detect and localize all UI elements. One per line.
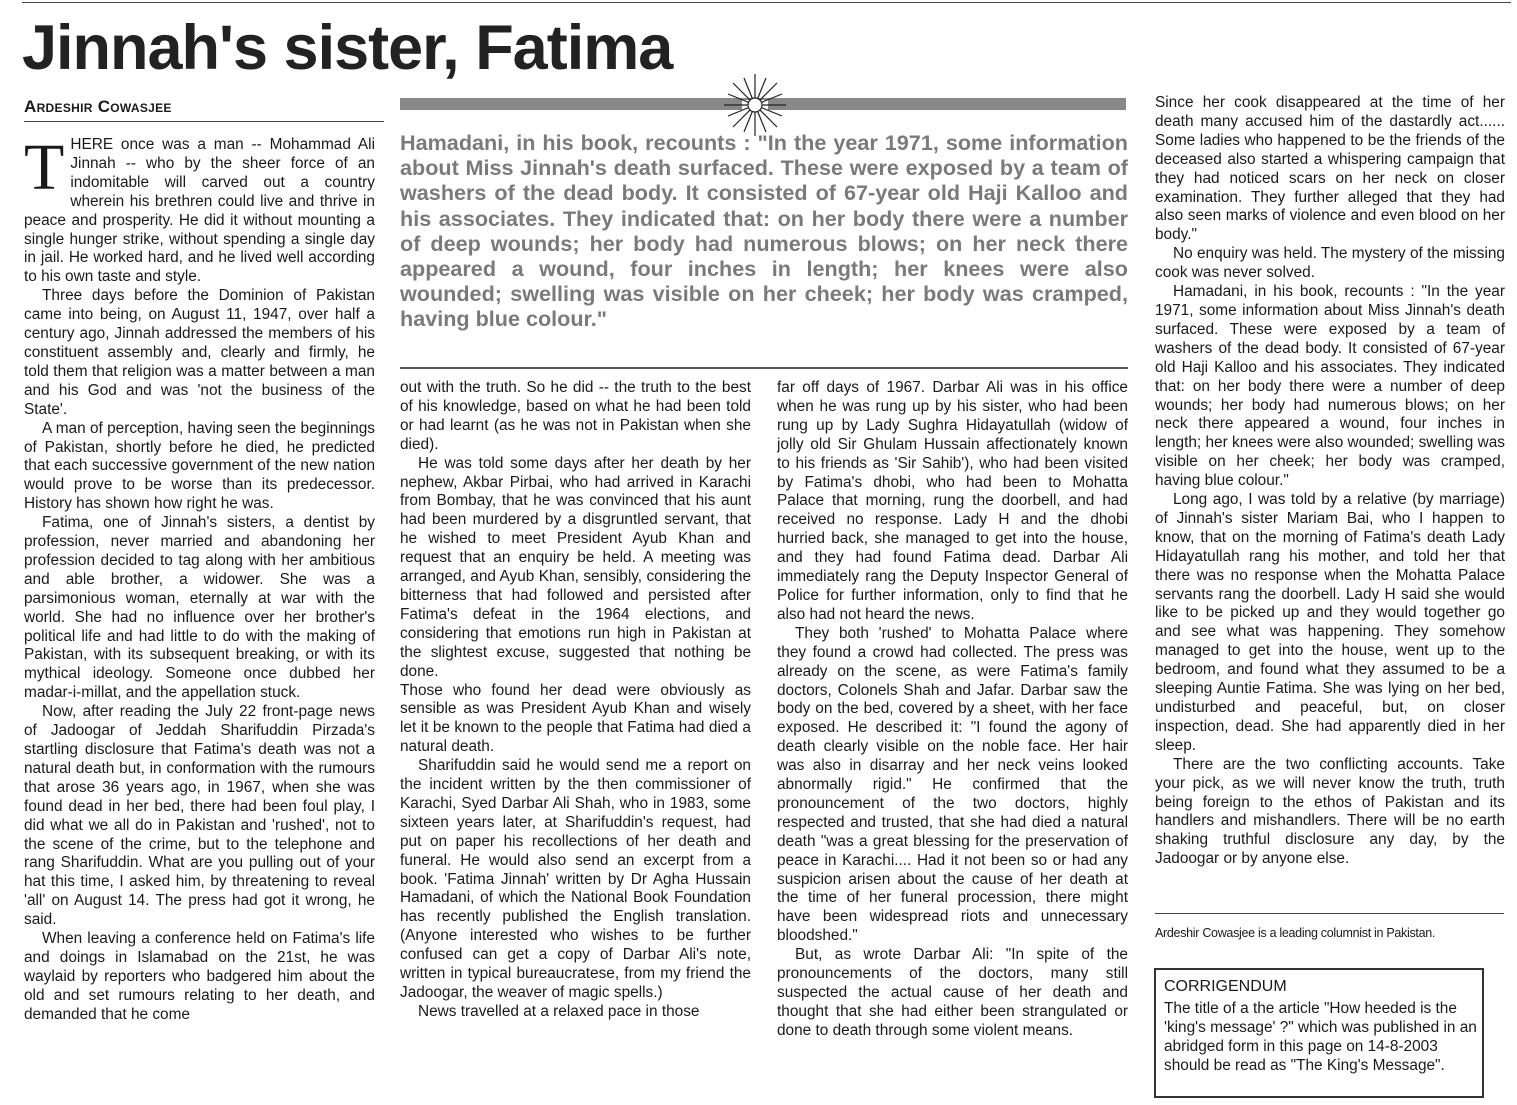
paragraph: far off days of 1967. Darbar Ali was in his office when he was rung up by his sister, who had been rung up by Lady Sughra Hidayatullah (widow of jolly old Sir Ghulam Hussain affectionately known to his friends as 'Sir Sahib'), who had been visited by Fatima's dhobi, who had been to Mohatta Palace that morning, rung the doorbell, and had received no response. Lady H and the dhobi hurried back, she managed to get into the house, and they had found Fatima dead. Darbar Ali immediately rang the Deputy Inspector General of Police for further information, only to find that he also had not heard the news. — [777, 379, 1128, 623]
article-column-2 — [400, 379, 751, 1079]
star-burst-icon — [722, 72, 788, 138]
byline: Ardeshir Cowasjee — [24, 97, 384, 122]
headline: Jinnah's sister, Fatima — [22, 13, 673, 83]
paragraph: He was told some days after her death by her nephew, Akbar Pirbai, who had arrived in Karachi from Bombay, that he was convinced that his aunt had been murdered by a disgruntled servant, that he wished to meet President Ayub Khan and request that an enquiry be held. A meeting was arranged, and Ayub Khan, sensibly, considering the bitterness that had followed and persisted after Fatima's defeat in the 1964 elections, and considering that emotions run high in Pakistan at the slightest excuse, suggested that nothing be done. — [400, 454, 751, 680]
footnote-rule — [1155, 913, 1504, 914]
paragraph: But, as wrote Darbar Ali: "In spite of the pronouncements of the doctors, many still suspected the actual cause of her death and thought that she had either been strangulated or done to death through some violent means. — [777, 946, 1128, 1039]
article-column-3 — [777, 379, 1128, 1079]
paragraph: Those who found her dead were obviously as sensible as was President Ayub Khan and wisely let it be known to the people that Fatima had died a natural death. — [400, 681, 751, 756]
paragraph: Now, after reading the July 22 front-page news of Jadoogar of Jeddah Sharifuddin Pirzada's startling disclosure that Fatima's death was not a natural death but, in conformation with the rumours that arose 36 years ago, in 1967, when she was found dead in her bed, there had been foul play, I did what we all do in Pakistan and 'rushed', not to the scene of the crime, but to the telephone and rang Sharifuddin. What are you pulling out of your hat this time, I asked him, by threatening to reveal 'all' on August 14. The press had got it wrong, he said. — [24, 703, 375, 929]
paragraph: Long ago, I was told by a relative (by marriage) of Jinnah's sister Mariam Bai, who I happen to know, that on the morning of Fatima's death Lady Hidayatullah rang his mother, and told her that there was no response when the Mohatta Palace servants rang the doorbell. Lady H said she would like to be picked up and they would together go and see what was happening. They somehow managed to get into the house, went up to the bedroom, and found what they assumed to be a sleeping Auntie Fatima. She was lying on her bed, undisturbed and peaceful, but, on closer inspection, dead. She had apparently died in her sleep. — [1155, 491, 1505, 754]
paragraph: out with the truth. So he did -- the truth to the best of his knowledge, based on what he had been told or had learnt (as he was not in Pakistan when she died). — [400, 379, 751, 453]
paragraph: Three days before the Dominion of Pakistan came into being, on August 11, 1947, over half a century ago, Jinnah addressed the members of his constituent assembly and, clearly and firmly, he told them that religion was a matter between a man and his God and was 'not the business of the State'. — [24, 287, 375, 418]
article-column-4 — [1155, 94, 1505, 909]
corrigendum-box — [1154, 968, 1484, 1098]
paragraph: Fatima, one of Jinnah's sisters, a dentist by profession, never married and abandoning her profession decided to tag along with her ambitious and able brother, a widower. She was a parsimonious woman, eternally at war with the world. She had no influence over her brother's political life and had little to do with the making of Pakistan, with its subsequent breaking, or with its mythical ideology. Someone once dubbed her madar-i-millat, and the appellation stuck. — [24, 514, 375, 702]
paragraph: They both 'rushed' to Mohatta Palace where they found a crowd had collected. The press was already on the scene, as were Fatima's family doctors, Colonels Shah and Jafar. Darbar saw the body on the bed, covered by a sheet, with her face exposed. He described it: "I found the agony of death clearly visible on the noble face. Her hair was also in disarray and her neck veins looked abnormally rigid." He confirmed that the pronouncement of the two doctors, highly respected and trusted, that she had died a natural death "was a great blessing for the preservation of peace in Karachi.... Had it not been so or had any suspicion arisen about the cause of her death at the time of her funeral procession, there might have been widespread riots and unnecessary bloodshed." — [777, 624, 1128, 945]
paragraph: HERE once was a man -- Mohammad Ali Jinnah -- who by the sheer force of an indomitable will carved out a country wherein his brethren could live and thrive in peace and prosperity. He did it without mounting a single hunger strike, without spending a single day in jail. He worked hard, and he lived well according to his own taste and style. — [24, 136, 375, 286]
paragraph: Hamadani, in his book, recounts : "In the year 1971, some information about Miss Jinnah's death surfaced. These were exposed by a team of washers of the dead body. It consisted of 67-year old Haji Kalloo and his associates. They indicated that: on her body there were a number of deep wounds; her body had numerous blows; on her neck there appeared a wound, four inches in length; her knees were also wounded; swelling was visible on her cheek; her body was cramped, having blue colour." — [1155, 283, 1505, 490]
corrigendum-text: The title of a the article "How heeded is the 'king's message' ?" which was published in an abridged form in this page on 14-8-2003 should be read as "The King's Message". — [1164, 999, 1477, 1074]
paragraph: Sharifuddin said he would send me a report on the incident written by the then commissioner of Karachi, Syed Darbar Ali Shah, who in 1983, some sixteen years later, at Sharifuddin's request, had put on paper his recollections of her death and funeral. He would also send an excerpt from a book. 'Fatima Jinnah' written by Dr Agha Hussain Hamadani, of which the National Book Foundation has recently published the English translation. (Anyone interested who wishes to be further confused can get a copy of Darbar Ali's note, written in typical bureaucratese, from my friend the Jadoogar, the weaver of magic spells.) — [400, 757, 751, 1001]
pullquote-rule — [400, 367, 1128, 369]
paragraph: There are the two conflicting accounts. Take your pick, as we will never know the truth, truth being foreign to the ethos of Pakistan and its handlers and mishandlers. There will be no earth shaking truthful disclosure any day, by the Jadoogar or by anyone else. — [1155, 755, 1505, 868]
paragraph: Since her cook disappeared at the time of her death many accused him of the dastardly act...... Some ladies who happened to be the friends of the deceased also started a whispering campaign that they had noticed scars on her neck on closer examination. They further alleged that they had also seen marks of violence and even blood on her body." — [1155, 94, 1505, 244]
paragraph: No enquiry was held. The mystery of the missing cook was never solved. — [1155, 245, 1505, 282]
top-rule — [22, 2, 1511, 3]
drop-cap: T — [24, 136, 65, 204]
corrigendum-title: CORRIGENDUM — [1164, 978, 1287, 995]
pull-quote: Hamadani, in his book, recounts : "In the year 1971, some information about Miss Jinnah's death surfaced. These were exposed by a team of washers of the dead body. It consisted of 67-year old Haji Kalloo and his associates. They indicated that: on her body there were a number of deep wounds; her body had numerous blows; on her neck there appeared a wound, four inches in length; her knees were also wounded; swelling was visible on her cheek; her body was cramped, having blue colour." — [400, 130, 1128, 332]
author-note: Ardeshir Cowasjee is a leading columnist in Pakistan. — [1155, 926, 1436, 940]
paragraph: News travelled at a relaxed pace in those — [418, 1002, 700, 1020]
article-column-1 — [24, 136, 375, 1096]
paragraph: When leaving a conference held on Fatima's life and doings in Islamabad on the 21st, he was waylaid by reporters who badgered him about the old and set rumours relating to her death, and demanded that he come — [24, 930, 375, 1023]
paragraph: A man of perception, having seen the beginnings of Pakistan, shortly before he died, he predicted that each successive government of the new nation would prove to be worse than its predecessor. History has shown how right he was. — [24, 419, 375, 513]
